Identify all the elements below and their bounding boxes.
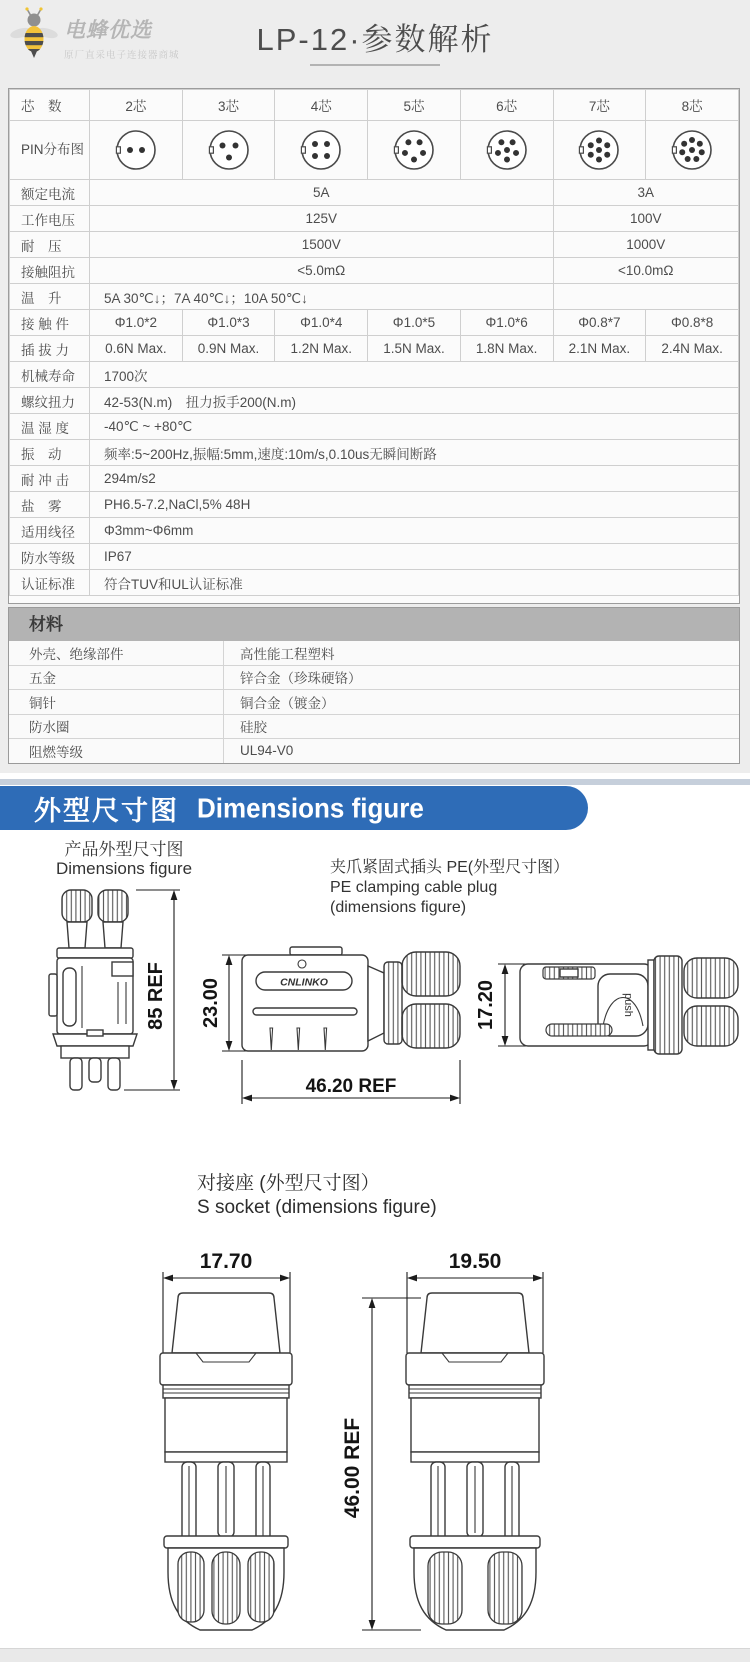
spec-cell: 1000V — [553, 232, 738, 258]
spec-row-label: 工作电压 — [10, 206, 90, 232]
column-header: 6芯 — [460, 90, 553, 121]
pin-cell — [368, 121, 461, 180]
pin-diagram-6 — [485, 128, 529, 172]
pin-diagram-4 — [299, 128, 343, 172]
spec-cell: Φ3mm~Φ6mm — [90, 518, 739, 544]
dimensions-section — [0, 773, 750, 1648]
plug-caption — [40, 840, 208, 878]
spec-cell: 2.1N Max. — [553, 336, 646, 362]
spec-row-label: PIN分布图 — [10, 121, 90, 180]
brand-slogan: 原厂直采电子连接器商城 — [64, 50, 180, 61]
material-value: 高性能工程塑料 — [223, 641, 739, 665]
spec-cell: Φ1.0*4 — [275, 310, 368, 336]
socket-l-drawing — [406, 1293, 544, 1630]
spec-cell: 2.4N Max. — [646, 336, 739, 362]
spec-cell: Φ0.8*7 — [553, 310, 646, 336]
pe-caption-zh: 夹爪紧固式插头 PE(外型尺寸图） — [330, 859, 570, 876]
pe-caption-en2: (dimensions figure) — [330, 899, 467, 916]
spec-cell: Φ1.0*2 — [90, 310, 183, 336]
pin-diagram-5 — [392, 128, 436, 172]
pin-cell — [275, 121, 368, 180]
spec-table — [9, 89, 739, 596]
spec-row-label: 耐 冲 击 — [10, 466, 90, 492]
dim-17-20: 17.20 — [475, 979, 497, 1031]
spec-cell: Φ1.0*5 — [368, 310, 461, 336]
brand-name: 电蜂优选 — [64, 19, 152, 42]
spec-cell: <10.0mΩ — [553, 258, 738, 284]
materials-card — [8, 607, 740, 764]
dim-23-00: 23.00 — [200, 977, 222, 1029]
spec-row-label: 接触阻抗 — [10, 258, 90, 284]
page-title: LP-12·参数解析 — [256, 22, 494, 57]
title-underline — [310, 64, 440, 66]
spec-cell: 0.9N Max. — [182, 336, 275, 362]
material-label: 五金 — [29, 671, 56, 687]
spec-cell: 5A 30℃↓；7A 40℃↓；10A 50℃↓ — [90, 284, 554, 310]
column-header: 8芯 — [646, 90, 739, 121]
spec-cell: 符合TUV和UL认证标准 — [90, 570, 739, 596]
socket-caption-zh: 对接座 (外型尺寸图） — [197, 1173, 380, 1194]
spec-cell: 频率:5~200Hz,振幅:5mm,速度:10m/s,0.10us无瞬间断路 — [90, 440, 739, 466]
spec-cell: 5A — [90, 180, 554, 206]
pin-diagram-2 — [114, 128, 158, 172]
spec-cell: 125V — [90, 206, 554, 232]
dim-46-20-ref: 46.20 REF — [305, 1076, 397, 1097]
pin-cell — [460, 121, 553, 180]
spec-cell: 1.5N Max. — [368, 336, 461, 362]
pin-diagram-3 — [207, 128, 251, 172]
spec-cell: Φ1.0*3 — [182, 310, 275, 336]
banner-title-zh: 外型尺寸图 — [34, 795, 179, 826]
top-drawings — [0, 878, 750, 1110]
material-value: 锌合金（珍珠硬铬） — [223, 666, 739, 690]
spec-area-background — [0, 0, 750, 773]
pin-cell — [553, 121, 646, 180]
pin-cell — [646, 121, 739, 180]
spec-cell — [553, 284, 738, 310]
material-value: 铜合金（镀金） — [223, 690, 739, 714]
spec-row-label: 认证标准 — [10, 570, 90, 596]
column-header: 4芯 — [275, 90, 368, 121]
column-header: 5芯 — [368, 90, 461, 121]
pe-clamp-drawing — [475, 956, 738, 1054]
dim-85-ref: 85 REF — [145, 962, 167, 1030]
pe-plug-drawing — [200, 947, 460, 1104]
materials-rows — [9, 641, 739, 763]
spec-cell: 42-53(N.m) 扭力扳手200(N.m) — [90, 388, 739, 414]
pin-cell — [90, 121, 183, 180]
material-row — [9, 641, 739, 666]
spec-cell: PH6.5-7.2,NaCl,5% 48H — [90, 492, 739, 518]
dim-17-70: 17.70 — [199, 1250, 253, 1273]
banner-accent-strip — [0, 779, 750, 785]
spec-cell: 1700次 — [90, 362, 739, 388]
pin-cell — [182, 121, 275, 180]
banner-title-en: Dimensions figure — [197, 791, 424, 824]
material-row — [9, 666, 739, 691]
column-header: 3芯 — [182, 90, 275, 121]
spec-row-label: 接 触 件 — [10, 310, 90, 336]
pin-diagram-7 — [577, 128, 621, 172]
spec-cell: 294m/s2 — [90, 466, 739, 492]
spec-cell: IP67 — [90, 544, 739, 570]
spec-row-label: 机械寿命 — [10, 362, 90, 388]
spec-row-label: 芯 数 — [10, 90, 90, 121]
spec-row-label: 额定电流 — [10, 180, 90, 206]
spec-cell: 1.8N Max. — [460, 336, 553, 362]
pe-caption-en1: PE clamping cable plug — [330, 879, 498, 896]
spec-cell: 100V — [553, 206, 738, 232]
plug-caption-zh: 产品外型尺寸图 — [64, 840, 184, 859]
material-label: 铜针 — [29, 695, 56, 711]
spec-cell: <5.0mΩ — [90, 258, 554, 284]
socket-caption-en: S socket (dimensions figure) — [197, 1197, 437, 1218]
material-label: 阻燃等级 — [29, 744, 83, 760]
socket-drawings — [0, 1240, 750, 1645]
material-row — [9, 690, 739, 715]
dim-46-00-ref: 46.00 REF — [341, 1417, 364, 1519]
plug-vertical-drawing — [49, 890, 180, 1090]
spec-table-wrapper — [8, 88, 740, 604]
column-header: 7芯 — [553, 90, 646, 121]
spec-cell: 1500V — [90, 232, 554, 258]
spec-cell: -40℃ ~ +80℃ — [90, 414, 739, 440]
socket-caption — [197, 1172, 437, 1220]
socket-s-drawing — [160, 1293, 292, 1630]
spec-row-label: 螺纹扭力 — [10, 388, 90, 414]
footer-strip — [0, 1648, 750, 1662]
spec-cell: 1.2N Max. — [275, 336, 368, 362]
material-value: 硅胶 — [223, 715, 739, 739]
spec-row-label: 防水等级 — [10, 544, 90, 570]
spec-row-label: 温 湿 度 — [10, 414, 90, 440]
material-value: UL94-V0 — [223, 739, 739, 763]
spec-cell: Φ1.0*6 — [460, 310, 553, 336]
pin-diagram-8 — [670, 128, 714, 172]
spec-row-label: 温 升 — [10, 284, 90, 310]
material-label: 防水圈 — [29, 720, 70, 736]
spec-row-label: 耐 压 — [10, 232, 90, 258]
spec-row-label: 适用线径 — [10, 518, 90, 544]
materials-title: 材料 — [9, 608, 739, 641]
spec-row-label: 盐 雾 — [10, 492, 90, 518]
push-label: push — [622, 993, 634, 1017]
spec-cell: 3A — [553, 180, 738, 206]
material-row — [9, 739, 739, 763]
spec-row-label: 插 拔 力 — [10, 336, 90, 362]
material-label: 外壳、绝缘部件 — [29, 646, 124, 662]
material-row — [9, 715, 739, 740]
plug-caption-en: Dimensions figure — [55, 859, 193, 878]
column-header: 2芯 — [90, 90, 183, 121]
spec-row-label: 振 动 — [10, 440, 90, 466]
spec-cell: 0.6N Max. — [90, 336, 183, 362]
dimensions-banner — [0, 786, 588, 830]
cnlinko-logo-text: CNLINKO — [280, 976, 328, 989]
spec-cell: Φ0.8*8 — [646, 310, 739, 336]
dim-19-50: 19.50 — [448, 1250, 502, 1273]
